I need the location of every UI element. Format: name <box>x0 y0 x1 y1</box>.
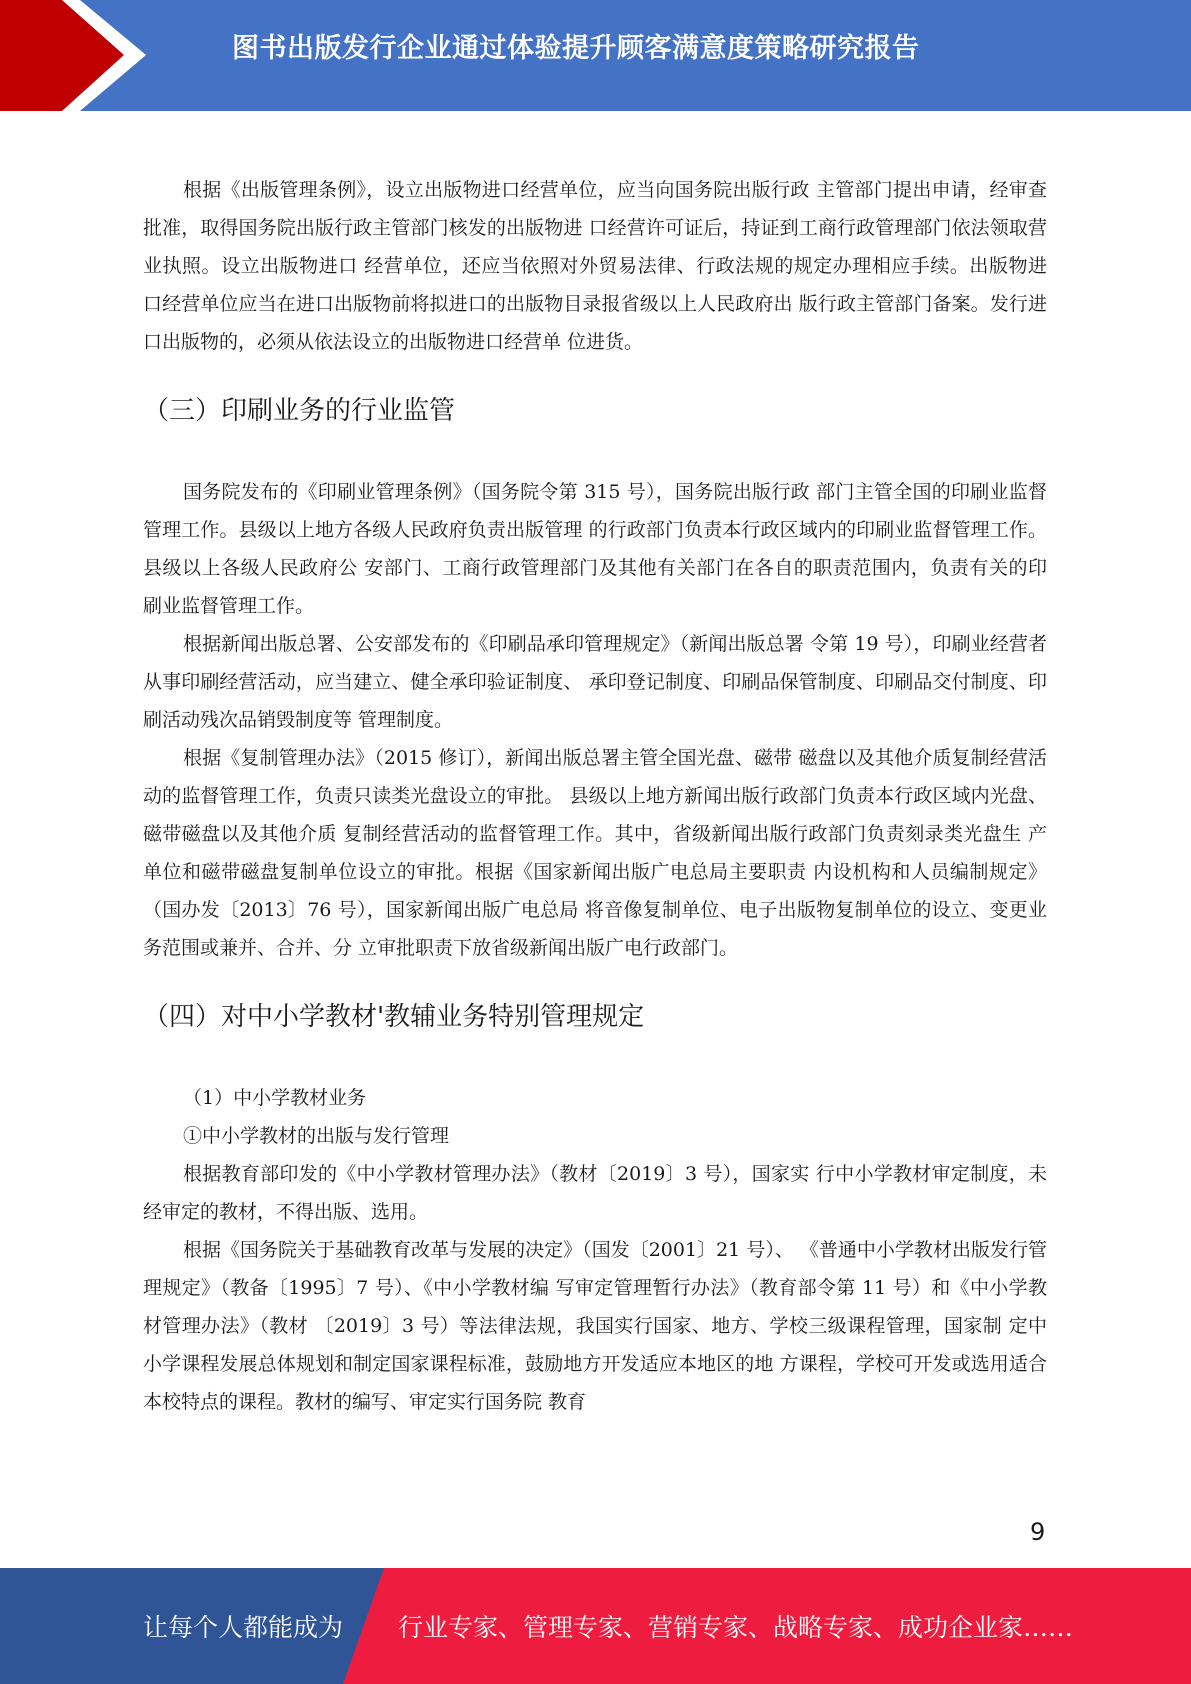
paragraph-import-business: 根据《出版管理条例》，设立出版物进口经营单位，应当向国务院出版行政 主管部门提出申请，经审查批准，取得国务院出版行政主管部门核发的出版物进 口经营许可证后，持证到工商行政管理部门依法领取营业执照。设立出版物进口 经营单位，还应当依照对外贸易法律、行政法规的规定办理相应手续。出版物进 口经营单位应当在进口出版物前将拟进口的出版物目录报省级以上人民政府出 版行政主管部门备案。发行进口出版物的，必须从依法设立的出版物进口经营单 位进货。 <box>143 179 1047 353</box>
paragraph-curriculum-management: 根据《国务院关于基础教育改革与发展的决定》（国发〔2001〕21 号）、 《普通中小学教材出版发行管理规定》（教备〔1995〕7 号）、《中小学教材编 写审定管理暂行办法》（教育部令第 11 号）和《中小学教材管理办法》（教材 〔2019〕3 号）等法律法规，我国实行国家、地方、学校三级课程管理，国家制 定中小学课程发展总体规划和制定国家课程标准，鼓励地方开发适应本地区的地 方课程，学校可开发或选用适合本校特点的课程。教材的编写、审定实行国务院 教育 <box>143 1239 1047 1413</box>
paragraph-textbook-approval: 根据教育部印发的《中小学教材管理办法》（教材〔2019〕3 号），国家实 行中小学教材审定制度，未经审定的教材，不得出版、选用。 <box>143 1163 1047 1223</box>
paragraph-replication-rules: 根据《复制管理办法》（2015 修订），新闻出版总署主管全国光盘、磁带 磁盘以及其他介质复制经营活动的监督管理工作，负责只读类光盘设立的审批。 县级以上地方新闻出版行政部门负责本行政区域内光盘、磁带磁盘以及其他介质 复制经营活动的监督管理工作。其中，省级新闻出版行政部门负责刻录类光盘生 产单位和磁带磁盘复制单位设立的审批。根据《国家新闻出版广电总局主要职责 内设机构和人员编制规定》（国办发〔2013〕76 号），国家新闻出版广电总局 将音像复制单位、电子出版物复制单位的设立、变更业务范围或兼并、合并、分 立审批职责下放省级新闻出版广电行政部门。 <box>143 747 1047 959</box>
footer-slogan-right: 行业专家、管理专家、营销专家、战略专家、成功企业家…… <box>398 1613 1074 1642</box>
paragraph-printing-rules: 根据新闻出版总署、公安部发布的《印刷品承印管理规定》（新闻出版总署 令第 19 号），印刷业经营者从事印刷经营活动，应当建立、健全承印验证制度、 承印登记制度、印刷品保管制度、印刷品交付制度、印刷活动残次品销毁制度等 管理制度。 <box>143 633 1047 731</box>
list-item-textbook-business: （1）中小学教材业务 <box>183 1087 367 1109</box>
page-header <box>0 0 1191 111</box>
list-item-textbook-publishing: ①中小学教材的出版与发行管理 <box>183 1125 450 1147</box>
section-heading-textbooks: （四）对中小学教材'教辅业务特别管理规定 <box>143 1002 645 1032</box>
paragraph-printing-regulation: 国务院发布的《印刷业管理条例》（国务院令第 315 号），国务院出版行政 部门主管全国的印刷业监督管理工作。县级以上地方各级人民政府负责出版管理 的行政部门负责本行政区域内的印刷业监督管理工作。县级以上各级人民政府公 安部门、工商行政管理部门及其他有关部门在各自的职责范围内，负责有关的印 刷业监督管理工作。 <box>143 481 1047 617</box>
page-number: 9 <box>1030 1518 1046 1546</box>
page-body <box>143 171 1047 1421</box>
footer-slogan-left: 让每个人都能成为 <box>143 1613 344 1642</box>
document-title: 图书出版发行企业通过体验提升顾客满意度策略研究报告 <box>232 33 920 64</box>
section-heading-printing: （三）印刷业务的行业监管 <box>143 396 456 426</box>
page-footer <box>0 1568 1191 1684</box>
